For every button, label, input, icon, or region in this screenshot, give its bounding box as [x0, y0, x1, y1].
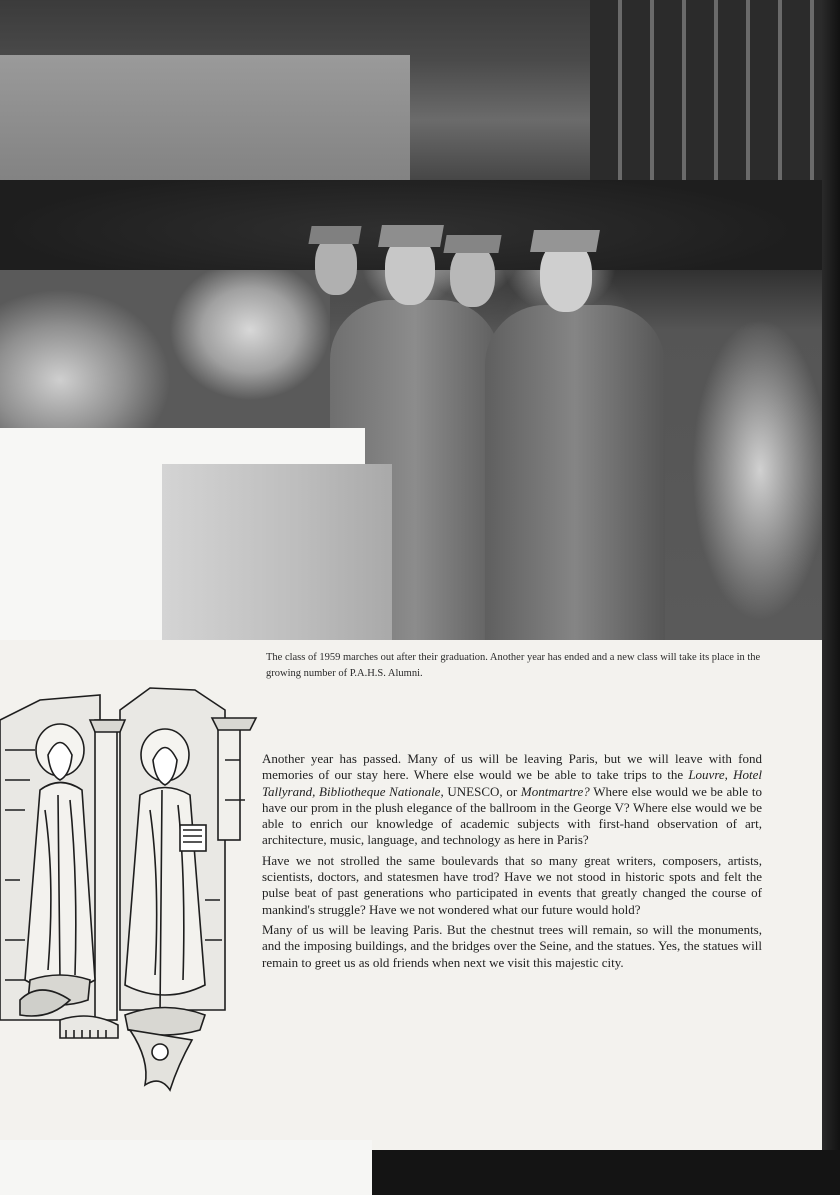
- bottom-margin: [0, 1140, 372, 1195]
- graduate-head: [315, 235, 357, 295]
- page-edge-shadow: [822, 0, 840, 1195]
- mortarboard-icon: [443, 235, 501, 253]
- photo-spectator-back: [162, 464, 392, 640]
- paragraph-2: Have we not strolled the same boulevards that so many great writers, composers, artists, scientists, doctors, and statesmen have trod? Have we not stood in historic spots and felt the pulse beat of past generations who participated in events that greatly changed the course of mankind's struggle? Have we not wondered what our future would hold?: [262, 852, 762, 917]
- mortarboard-icon: [530, 230, 600, 252]
- p1-text: Where else would we be able to have our prom in the plush elegance of the ballroom in the George V? Where else would we be able to enrich our knowledge of academic subjects with first-hand observation of art, architecture, music, language, and technology as here in Paris?: [262, 783, 762, 848]
- p1-text: UNESCO, or: [443, 783, 521, 799]
- graduate-head: [450, 245, 495, 307]
- p1-text: Another year has passed. Many of us will be leaving Paris, but we will leave with fond memories of our stay here. Where else would we be able to take trips to the: [262, 751, 762, 783]
- paragraph-1: [262, 751, 762, 849]
- photo-spectators: [0, 270, 330, 430]
- paragraph-3: Many of us will be leaving Paris. But the chestnut trees will remain, so will the monuments, and the imposing buildings, and the bridges over the Seine, and the statues. Yes, the statues will remain to greet us as old friends when next we visit this majestic city.: [262, 921, 762, 970]
- mortarboard-icon: [378, 225, 444, 247]
- cathedral-statues-illustration: [0, 680, 262, 1100]
- photo-caption: The class of 1959 marches out after their graduation. Another year has ended and a new class will take its place in the growing number of P.A.H.S. Alumni.: [266, 652, 761, 679]
- p1-places: Louvre, Hotel Tallyrand, Bibliotheque Nationale,: [262, 767, 762, 799]
- body-text: [262, 751, 762, 975]
- mortarboard-icon: [308, 226, 361, 244]
- p1-montmartre: Montmartre?: [520, 783, 590, 799]
- bottom-shadow: [372, 1150, 840, 1195]
- graduate-gown: [485, 305, 665, 640]
- photo-cutout: [0, 428, 162, 640]
